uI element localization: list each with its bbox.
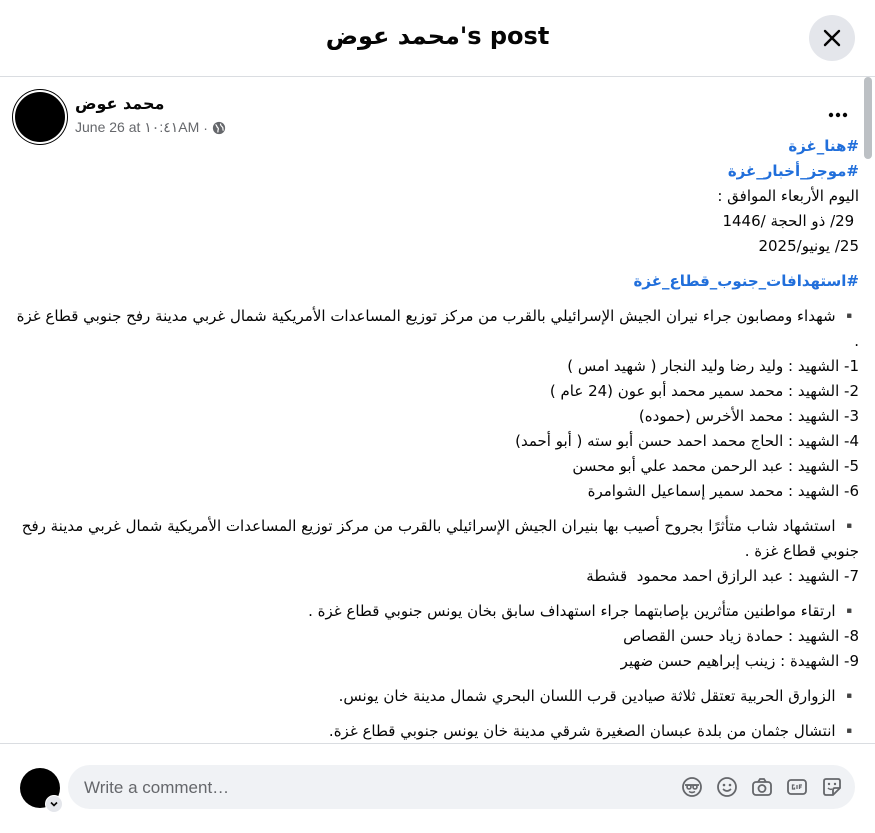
comment-bar xyxy=(0,743,875,833)
camera-button[interactable] xyxy=(750,775,774,799)
post-text-line: ▪️ شهداء ومصابون جراء نيران الجيش الإسرائيلي بالقرب من مركز توزيع المساعدات الأمريكية شمال غربي مدينة رفح جنوبي قطاع غزة . xyxy=(11,307,859,350)
dialog-title: محمد عوض's post xyxy=(325,22,550,50)
post-body xyxy=(11,134,859,743)
avatar-sticker-button[interactable] xyxy=(680,775,704,799)
post-text-line: 25/ يونيو/2025 xyxy=(758,237,859,255)
post-text-line: 7- الشهيد : عبد الرازق احمد محمود قشطة xyxy=(586,567,859,585)
more-options-icon xyxy=(828,112,848,118)
post-date[interactable]: June 26 at ١٠:٤١AM xyxy=(75,119,200,135)
dialog-header xyxy=(0,0,875,77)
post-text-line: 6- الشهيد : محمد سمير إسماعيل الشوامرة xyxy=(587,482,859,500)
post-text-line: 1- الشهيد : وليد رضا وليد النجار ( شهيد امس ) xyxy=(567,357,859,375)
paragraph-gap xyxy=(15,294,859,304)
comment-input[interactable] xyxy=(82,765,646,811)
post-text-line: 9- الشهيدة : زينب إبراهيم حسن ضهير xyxy=(620,652,859,670)
close-icon xyxy=(822,28,842,48)
post-text-line: ▪️ الزوارق الحربية تعتقل ثلاثة صيادين قرب اللسان البحري شمال مدينة خان يونس. xyxy=(338,687,859,705)
post-text-line: 8- الشهيد : حمادة زياد حسن القصاص xyxy=(623,627,859,645)
emoji-icon xyxy=(716,776,738,798)
author-name[interactable]: محمد عوض xyxy=(75,94,165,113)
post-text-line: اليوم الأربعاء الموافق : xyxy=(717,187,859,205)
emoji-button[interactable] xyxy=(715,775,739,799)
post-text-line: 3- الشهيد : محمد الأخرس (حموده) xyxy=(638,407,859,425)
sticker-icon xyxy=(821,776,843,798)
close-button[interactable] xyxy=(809,15,855,61)
gif-button[interactable] xyxy=(785,775,809,799)
hashtag-link[interactable]: #موجز_أخبار_غزة xyxy=(727,162,859,180)
comment-box xyxy=(68,765,855,809)
paragraph-gap xyxy=(15,674,859,684)
profile-switch-button[interactable] xyxy=(45,795,63,813)
scrollbar-thumb[interactable] xyxy=(864,77,872,159)
paragraph-gap xyxy=(15,504,859,514)
paragraph-gap xyxy=(15,709,859,719)
post-text-line: 5- الشهيد : عبد الرحمن محمد علي أبو محسن xyxy=(572,457,859,475)
post-text-line: ▪️ انتشال جثمان من بلدة عبسان الصغيرة شرقي مدينة خان يونس جنوبي قطاع غزة. xyxy=(328,722,859,740)
paragraph-gap xyxy=(15,589,859,599)
paragraph-gap xyxy=(15,259,859,269)
meta-separator: · xyxy=(203,119,208,136)
more-options-button[interactable] xyxy=(822,99,854,131)
post-text-line: 2- الشهيد : محمد سمير محمد أبو عون (24 عام ) xyxy=(549,382,859,400)
hashtag-link[interactable]: #هنا_غزة xyxy=(788,137,859,155)
chevron-down-icon xyxy=(49,799,59,809)
camera-icon xyxy=(751,776,773,798)
post-text-line: ▪️ استشهاد شاب متأثرًا بجروح أصيب بها بنيران الجيش الإسرائيلي بالقرب من مركز توزيع المساعدات الأمريكية شمال غربي مدينة رفح جنوبي قطاع غزة . xyxy=(16,517,859,560)
avatar-sticker-icon xyxy=(681,776,703,798)
globe-icon[interactable] xyxy=(212,121,226,135)
post-text-line: 4- الشهيد : الحاج محمد احمد حسن أبو سته ( أبو أحمد) xyxy=(515,432,859,450)
post-text-line: ▪️ ارتقاء مواطنين متأثرين بإصابتهما جراء استهداف سابق بخان يونس جنوبي قطاع غزة . xyxy=(308,602,859,620)
post-text-line: 29/ ذو الحجة /1446 xyxy=(722,212,859,230)
scrollbar-track[interactable] xyxy=(863,77,875,743)
post-content[interactable] xyxy=(0,77,875,743)
sticker-button[interactable] xyxy=(820,775,844,799)
hashtag-link[interactable]: #استهدافات_جنوب_قطاع_غزة xyxy=(633,272,859,290)
gif-icon xyxy=(786,776,808,798)
